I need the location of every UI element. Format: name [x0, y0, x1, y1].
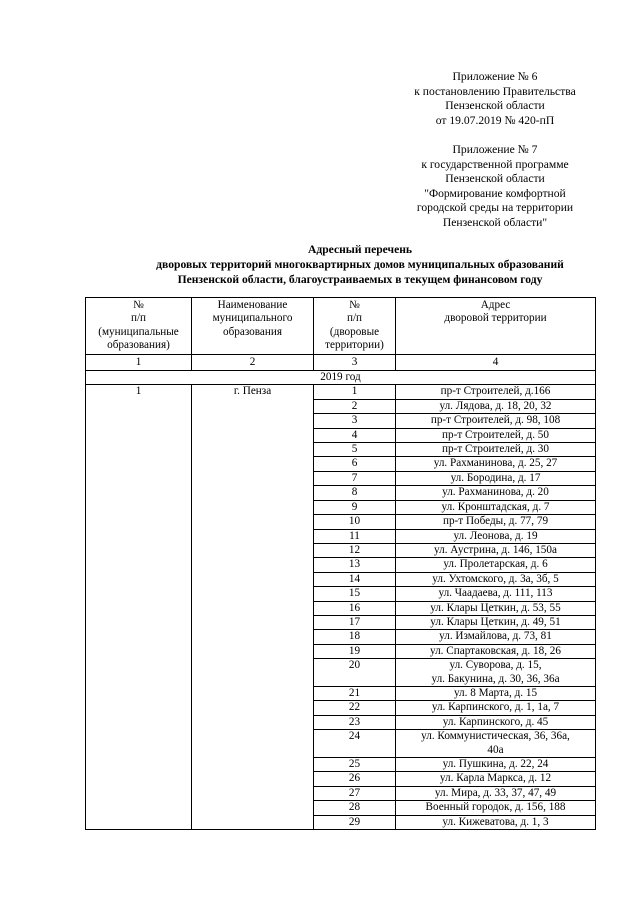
column-number: 2 [192, 354, 314, 370]
address-line: ул. Пушкина, д. 22, 24 [442, 758, 549, 770]
address-line: ул. Ухтомского, д. 3а, 3б, 5 [432, 572, 559, 585]
document-title [100, 242, 620, 287]
territory-address [396, 615, 596, 629]
appendix-6-line: Приложение № 6 [452, 70, 538, 83]
territory-number: 14 [314, 572, 396, 586]
header-line: (муниципальные [98, 325, 179, 338]
address-line: ул. Мира, д. 33, 37, 47, 49 [434, 786, 557, 799]
appendix-header [395, 70, 595, 231]
address-line: ул. Клары Цеткин, д. 49, 51 [430, 615, 561, 628]
appendix-7-line: "Формирование комфортной [424, 186, 566, 200]
address-line: ул. Бакунина, д. 30, 36, 36а [431, 672, 560, 685]
territory-address [396, 786, 596, 800]
territory-number: 8 [314, 486, 396, 500]
header-line: № [133, 299, 144, 311]
appendix-6 [395, 70, 595, 128]
address-line: пр-т Строителей, д. 98, 108 [430, 414, 561, 427]
header-line: п/п [130, 312, 147, 325]
address-line: ул. Клары Цеткин, д. 53, 55 [430, 601, 561, 614]
appendix-6-line: к постановлению Правительства [414, 84, 576, 98]
territory-address [396, 414, 596, 428]
territory-number: 17 [314, 615, 396, 629]
municipality-number: 1 [86, 385, 192, 830]
address-line: ул. Лядова, д. 18, 20, 32 [439, 399, 552, 412]
territory-number: 16 [314, 601, 396, 615]
table-row [86, 385, 596, 399]
header-line: дворовой территории [444, 312, 547, 325]
year-row [86, 371, 596, 385]
territory-number: 29 [314, 815, 396, 829]
appendix-6-line: Пензенской области [445, 99, 545, 113]
territory-address [396, 529, 596, 543]
header-line: образования) [107, 339, 170, 352]
appendix-7 [395, 143, 595, 231]
column-number-row [86, 354, 596, 370]
territory-address [396, 500, 596, 514]
column-number: 3 [314, 354, 396, 370]
address-line: ул. Пролетарская, д. 6 [443, 558, 548, 571]
territory-number: 4 [314, 428, 396, 442]
appendix-7-line: Пензенской области" [442, 215, 548, 229]
title-line: Пензенской области, благоустраиваемых в текущем финансовом году [177, 273, 543, 286]
address-line: ул. Спартаковская, д. 18, 26 [430, 644, 561, 657]
address-line: ул. Аустрина, д. 146, 150а [434, 543, 557, 556]
territory-number: 7 [314, 471, 396, 485]
territory-address [396, 572, 596, 586]
territory-address [396, 385, 596, 399]
territory-address [396, 815, 596, 829]
appendix-7-line: Пензенской области [445, 172, 545, 186]
territory-address [396, 486, 596, 500]
address-line: ул. Карпинского, д. 45 [442, 715, 549, 728]
territory-number: 21 [314, 686, 396, 700]
territory-number: 9 [314, 500, 396, 514]
address-line: ул. Карла Маркса, д. 12 [439, 772, 552, 785]
address-line: ул. Леонова, д. 19 [453, 529, 538, 542]
address-line: ул. 8 Марта, д. 15 [453, 686, 538, 699]
address-line: 40а [487, 743, 504, 756]
territory-address [396, 399, 596, 413]
address-line: пр-т Строителей, д.166 [440, 385, 551, 398]
territory-address [396, 457, 596, 471]
territory-number: 27 [314, 786, 396, 800]
address-line: пр-т Победы, д. 77, 79 [442, 515, 549, 528]
territory-number: 28 [314, 801, 396, 815]
territory-number: 11 [314, 529, 396, 543]
address-line: ул. Карпинского, д. 1, 1а, 7 [431, 701, 560, 714]
column-number: 4 [396, 354, 596, 370]
address-line: ул. Суворова, д. 15, [449, 659, 542, 672]
territory-address [396, 801, 596, 815]
territory-address [396, 587, 596, 601]
territory-address [396, 772, 596, 786]
territory-address [396, 601, 596, 615]
territory-address [396, 730, 596, 758]
territory-address [396, 543, 596, 557]
table-header [86, 298, 596, 371]
territory-address [396, 715, 596, 729]
territory-address [396, 443, 596, 457]
territory-address [396, 471, 596, 485]
territory-number: 26 [314, 772, 396, 786]
header-line: (дворовые [329, 325, 380, 338]
municipality-name: г. Пенза [192, 385, 314, 830]
header-line: № [349, 299, 360, 311]
column-number: 1 [86, 354, 192, 370]
appendix-7-line: Приложение № 7 [452, 142, 538, 156]
header-municipality-name [192, 298, 314, 355]
territory-number: 18 [314, 630, 396, 644]
title-line: дворовых территорий многоквартирных домов муниципальных образований [156, 258, 564, 271]
territory-number: 19 [314, 644, 396, 658]
year-cell: 2019 год [86, 371, 596, 385]
header-territory-number [314, 298, 396, 355]
address-line: пр-т Строителей, д. 50 [442, 428, 549, 441]
territory-number: 15 [314, 587, 396, 601]
appendix-7-line: к государственной программе [421, 157, 569, 171]
territory-number: 23 [314, 715, 396, 729]
territory-number: 10 [314, 515, 396, 529]
territory-number: 12 [314, 543, 396, 557]
territory-number: 25 [314, 758, 396, 772]
header-line: Адрес [480, 299, 511, 311]
territory-number: 3 [314, 414, 396, 428]
territory-address [396, 630, 596, 644]
address-line: ул. Чаадаева, д. 111, 113 [438, 587, 553, 600]
header-row [86, 298, 596, 355]
address-table [85, 297, 596, 830]
address-line: пр-т Строителей, д. 30 [442, 443, 549, 456]
appendix-7-line: городской среды на территории [416, 201, 574, 215]
territory-number: 1 [314, 385, 396, 399]
address-line: ул. Измайлова, д. 73, 81 [439, 630, 552, 643]
address-line: ул. Кронштадская, д. 7 [441, 500, 550, 513]
territory-address [396, 701, 596, 715]
territory-number: 22 [314, 701, 396, 715]
territory-address [396, 428, 596, 442]
title-line: Адресный перечень [307, 243, 413, 256]
territory-number: 20 [314, 659, 396, 687]
header-municipality-number [86, 298, 192, 355]
territory-address [396, 644, 596, 658]
appendix-6-line: от 19.07.2019 № 420-пП [435, 113, 555, 127]
territory-address [396, 659, 596, 687]
address-line: Военный городок, д. 156, 188 [425, 801, 566, 814]
territory-address [396, 558, 596, 572]
address-line: ул. Бородина, д. 17 [450, 471, 541, 484]
territory-address [396, 758, 596, 772]
territory-number: 5 [314, 443, 396, 457]
header-line: территории) [325, 339, 384, 352]
address-line: ул. Кижеватова, д. 1, 3 [442, 815, 549, 828]
territory-number: 13 [314, 558, 396, 572]
territory-number: 24 [314, 730, 396, 758]
address-line: ул. Рахманинова, д. 25, 27 [433, 457, 558, 470]
territory-address [396, 686, 596, 700]
table-body [86, 371, 596, 830]
address-line: ул. Коммунистическая, 36, 36а, [421, 730, 570, 743]
header-line: Наименование [217, 299, 288, 311]
header-line: п/п [346, 312, 363, 325]
header-address [396, 298, 596, 355]
header-line: образования [222, 325, 282, 338]
header-line: муниципального [212, 312, 293, 325]
territory-number: 2 [314, 399, 396, 413]
territory-number: 6 [314, 457, 396, 471]
territory-address [396, 515, 596, 529]
address-line: ул. Рахманинова, д. 20 [442, 486, 549, 499]
